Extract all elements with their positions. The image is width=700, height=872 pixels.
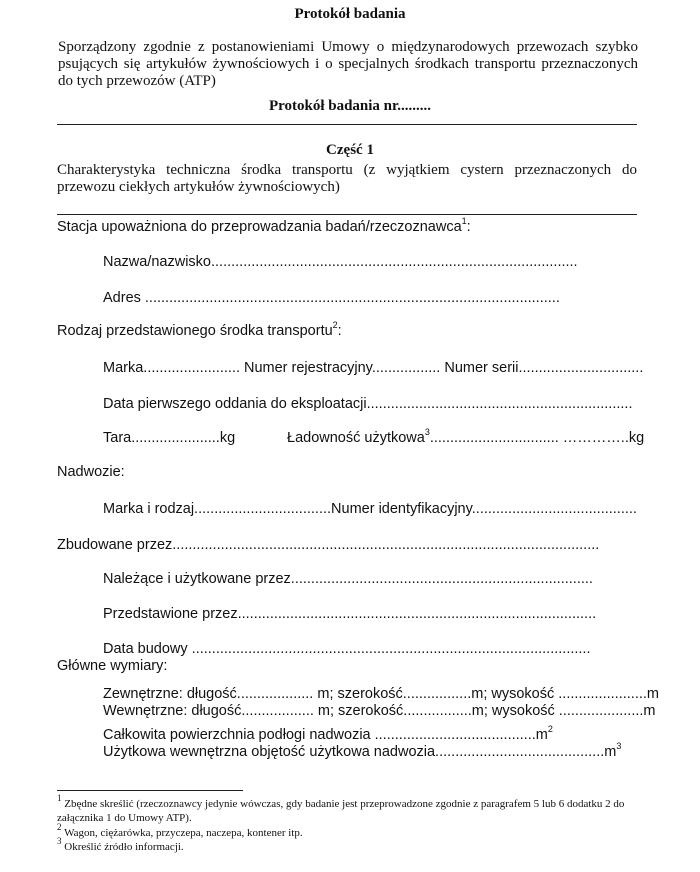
body-heading: Nadwozie: (57, 464, 125, 480)
document-title: Protokół badania (294, 6, 406, 22)
address-field: Adres ....................................................................................................... (103, 290, 560, 306)
built-by-field: Zbudowane przez.......................................................................................................... (57, 537, 600, 553)
footnote-ref-3: 3 (424, 427, 430, 438)
payload-field: Ładowność użytkowa$^3$................................ …………..kg (287, 427, 645, 446)
footnote-ref-1: 1 (461, 216, 467, 227)
internal-dimensions-field: Wewnętrzne: długość.................. m; szerokość.................m; wysokość .....................m (103, 703, 656, 719)
owned-used-by-field: Należące i użytkowane przez........................................................................... (103, 571, 593, 587)
divider-top (57, 124, 637, 125)
station-label: Stacja upoważniona do przeprowadzania badań/rzeczoznawca$^1$: (57, 216, 471, 235)
floor-area-field: Całkowita powierzchnia podłogi nadwozia $........................................m^2$ (103, 724, 553, 743)
usable-volume-field: Użytkowa wewnętrzna objętość użytkowa $nadwozia..........................................m^3$ (103, 741, 622, 760)
part-description: Charakterystyka techniczna środka transportu (z wyjątkiem cystern przeznaczonych do przewozu ciekłych artykułów żywnościowych) (57, 162, 637, 195)
make-registration-serial-field: Marka........................ Numer rejestracyjny................. Numer serii............................... (103, 360, 644, 376)
build-date-field: Data budowy ................................................................................................... (103, 641, 591, 657)
name-field: Nazwa/nazwisko........................................................................................... (103, 254, 578, 270)
tare-field: Tara......................kg (103, 430, 236, 446)
footnote-2: $^2$ Wagon, ciężarówka, przyczepa, naczepa, kontener itp. (57, 822, 303, 839)
divider-part (57, 214, 637, 215)
footnote-3: $^3$ Określić źródło informacji. (57, 836, 184, 853)
first-use-date-field: Data pierwszego oddania do eksploatacji.................................................................. (103, 396, 633, 412)
body-make-id-field: Marka i rodzaj..................................Numer identyfikacyjny......................................... (103, 501, 637, 517)
footnote-separator (57, 790, 243, 791)
part-title: Część 1 (326, 142, 374, 158)
main-dimensions-heading: Główne wymiary: (57, 658, 168, 674)
external-dimensions-field: Zewnętrzne: długość................... m; szerokość.................m; wysokość ......................m (103, 686, 659, 702)
footnote-ref-2: 2 (332, 320, 338, 331)
intro-paragraph: Sporządzony zgodnie z postanowieniami Umowy o międzynarodowych przewozach szybko psujących się artykułów żywnościowych i o specjalnych środkach transportu przeznaczonych do tych przewozów (ATP) (58, 39, 638, 89)
presented-by-field: Przedstawione przez......................................................................................... (103, 606, 597, 622)
footnote-1: $^1$ Zbędne skreślić (rzeczoznawcy jedynie wówczas, gdy badanie jest przeprowadzone zgodnie z paragrafem 5 lub 6 dodatku 2 do załącznika 1 do Umowy ATP). (57, 793, 625, 824)
vehicle-type-label: Rodzaj przedstawionego środka transportu$^2$: (57, 320, 342, 339)
protocol-number: Protokół badania nr......... (268, 98, 432, 114)
